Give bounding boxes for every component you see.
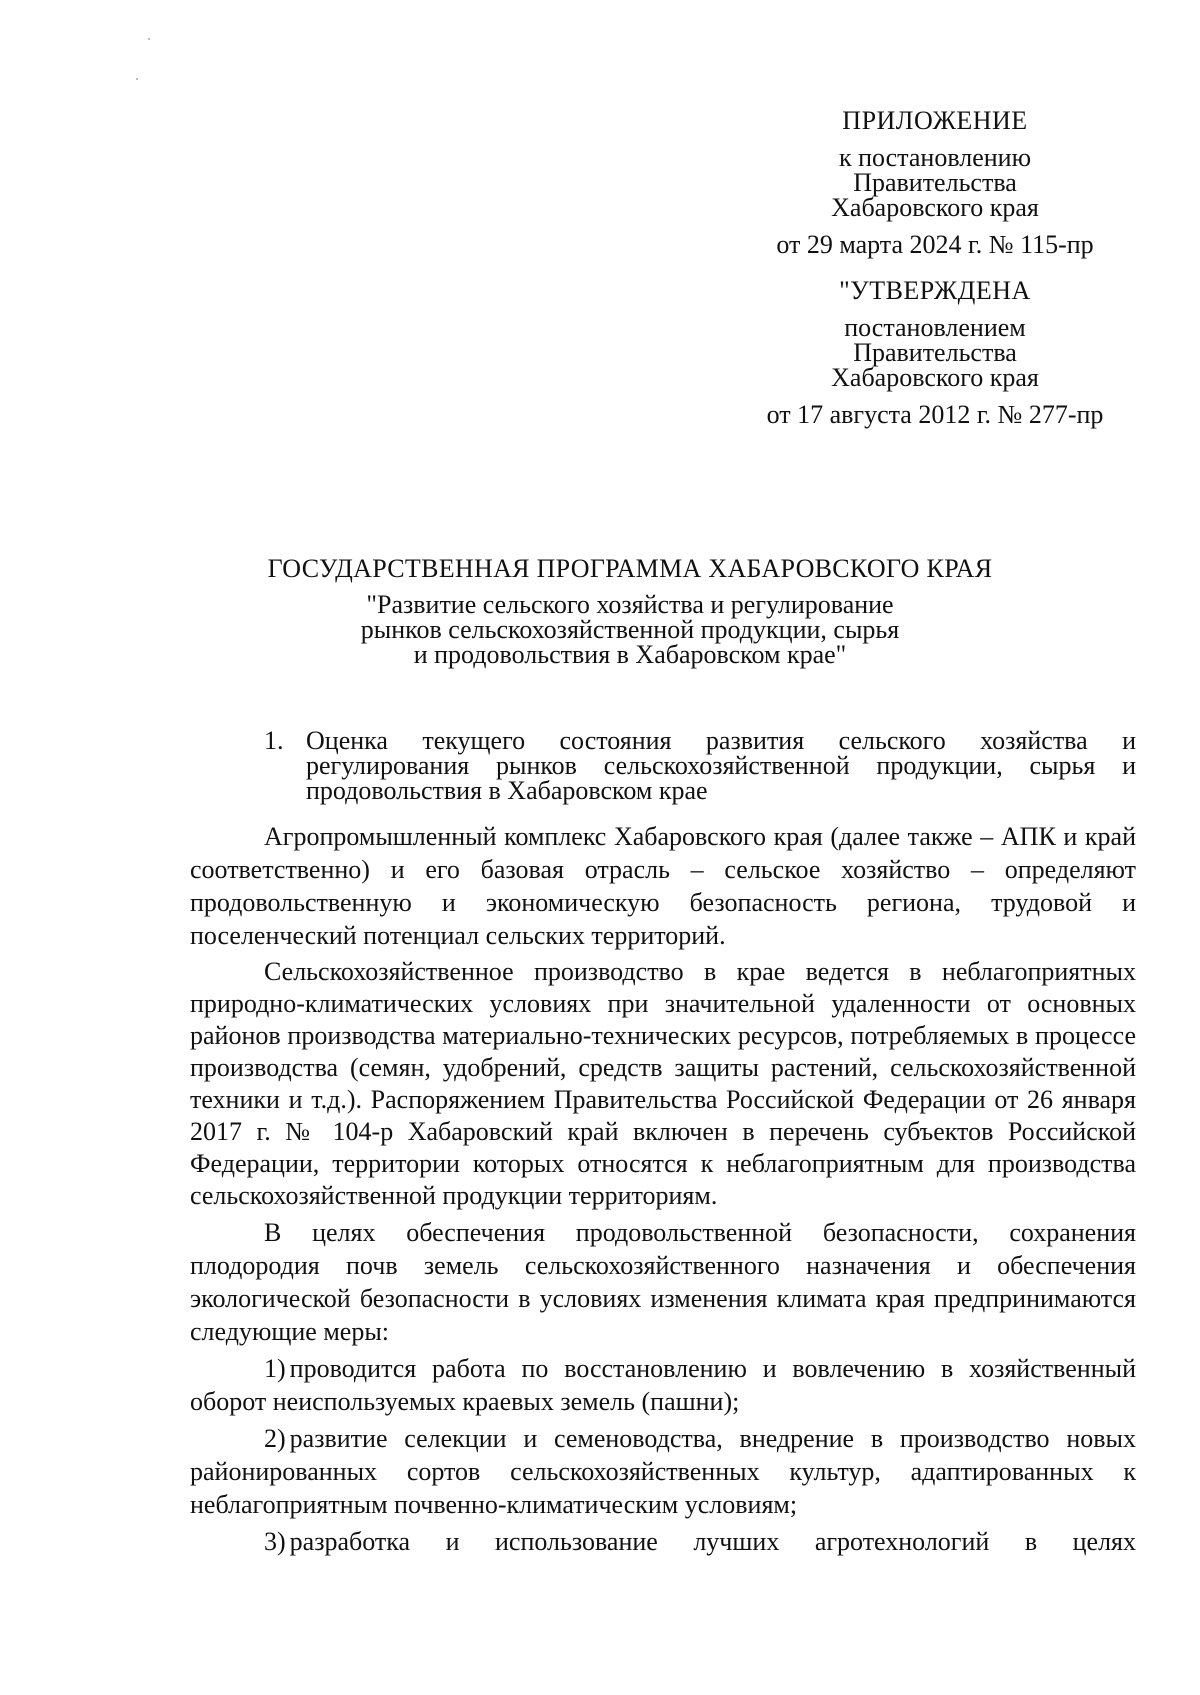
list-item-text: развитие селекции и семеноводства, внедрение в производство новых районированных сортов сельскохозяйственных культур, адаптированных к неблагоприятным почвенно-климатическим условиям; [190, 1424, 1136, 1519]
document-body [190, 820, 1136, 1560]
appendix-date: от 29 марта 2024 г. № 115-пр [776, 230, 1094, 259]
approved-date: от 17 августа 2012 г. № 277-пр [766, 400, 1104, 429]
approved-line: Хабаровского края [831, 363, 1039, 392]
section-title-line: Оценка текущего состояния развития сельского хозяйства и [306, 726, 1136, 755]
list-item [190, 1525, 1136, 1558]
body-paragraph: Сельскохозяйственное производство в крае ведется в неблагоприятных природно-климатических условиях при значительной удаленности от основных районов производства материально-технических ресурсов, потребляемых в процессе производства (семян, удобрений, средств защиты растений, сельскохозяйственной техники и т.д.). Распоряжением Правительства Российской Федерации от 26 января 2017 г. № 104-р Хабаровский край включен в перечень субъектов Российской Федерации, территории которых относятся к неблагоприятным для производства сельскохозяйственной продукции территориям. [190, 957, 1136, 1210]
program-subtitle-line: и продовольствия в Хабаровском крае" [413, 640, 847, 669]
appendix-heading: ПРИЛОЖЕНИЕ [842, 106, 1028, 135]
appendix-line: Хабаровского края [831, 193, 1039, 222]
body-paragraph: Агропромышленный комплекс Хабаровского края (далее также – АПК и край соответственно) и его базовая отрасль – сельское хозяйство – определяют продовольственную и экономическую безопасность региона, трудовой и поселенческий потенциал сельских территорий. [190, 822, 1136, 950]
approved-heading: "УТВЕРЖДЕНА [839, 276, 1031, 305]
approved-block [740, 278, 1130, 427]
program-subtitle-line: рынков сельскохозяйственной продукции, сырья [360, 615, 900, 644]
program-title: ГОСУДАРСТВЕННАЯ ПРОГРАММА ХАБАРОВСКОГО КРАЯ [267, 554, 993, 583]
program-subtitle [190, 592, 1070, 667]
body-paragraph: В целях обеспечения продовольственной безопасности, сохранения плодородия почв земель сельскохозяйственного назначения и обеспечения экологической безопасности в условиях изменения климата края предпринимаются следующие меры: [190, 1218, 1136, 1346]
program-title-block [190, 554, 1070, 667]
section-title [306, 728, 1136, 803]
list-item-number: 3) [264, 1527, 286, 1556]
list-item-number: 2) [264, 1424, 286, 1453]
list-item-text: разработка и использование лучших агротехнологий в целях [289, 1527, 1136, 1556]
appendix-line: Правительства [853, 168, 1017, 197]
list-item-text: проводится работа по восстановлению и вовлечению в хозяйственный оборот неиспользуемых краевых земель (пашни); [190, 1354, 1136, 1416]
list-item-number: 1) [264, 1354, 286, 1383]
appendix-block [740, 108, 1130, 257]
scan-speck [148, 38, 150, 40]
appendix-line: к постановлению [838, 143, 1032, 172]
list-item [190, 1422, 1136, 1521]
approved-line: Правительства [853, 338, 1017, 367]
section-number: 1. [264, 726, 284, 755]
section-heading [264, 728, 1136, 803]
section-title-rest: регулирования рынков сельскохозяйственной продукции, сырья и продовольствия в Хабаровском крае [306, 751, 1136, 805]
approved-line: постановлением [844, 313, 1026, 342]
program-subtitle-line: "Развитие сельского хозяйства и регулирование [366, 590, 894, 619]
list-item [190, 1352, 1136, 1418]
scan-speck [136, 78, 138, 80]
